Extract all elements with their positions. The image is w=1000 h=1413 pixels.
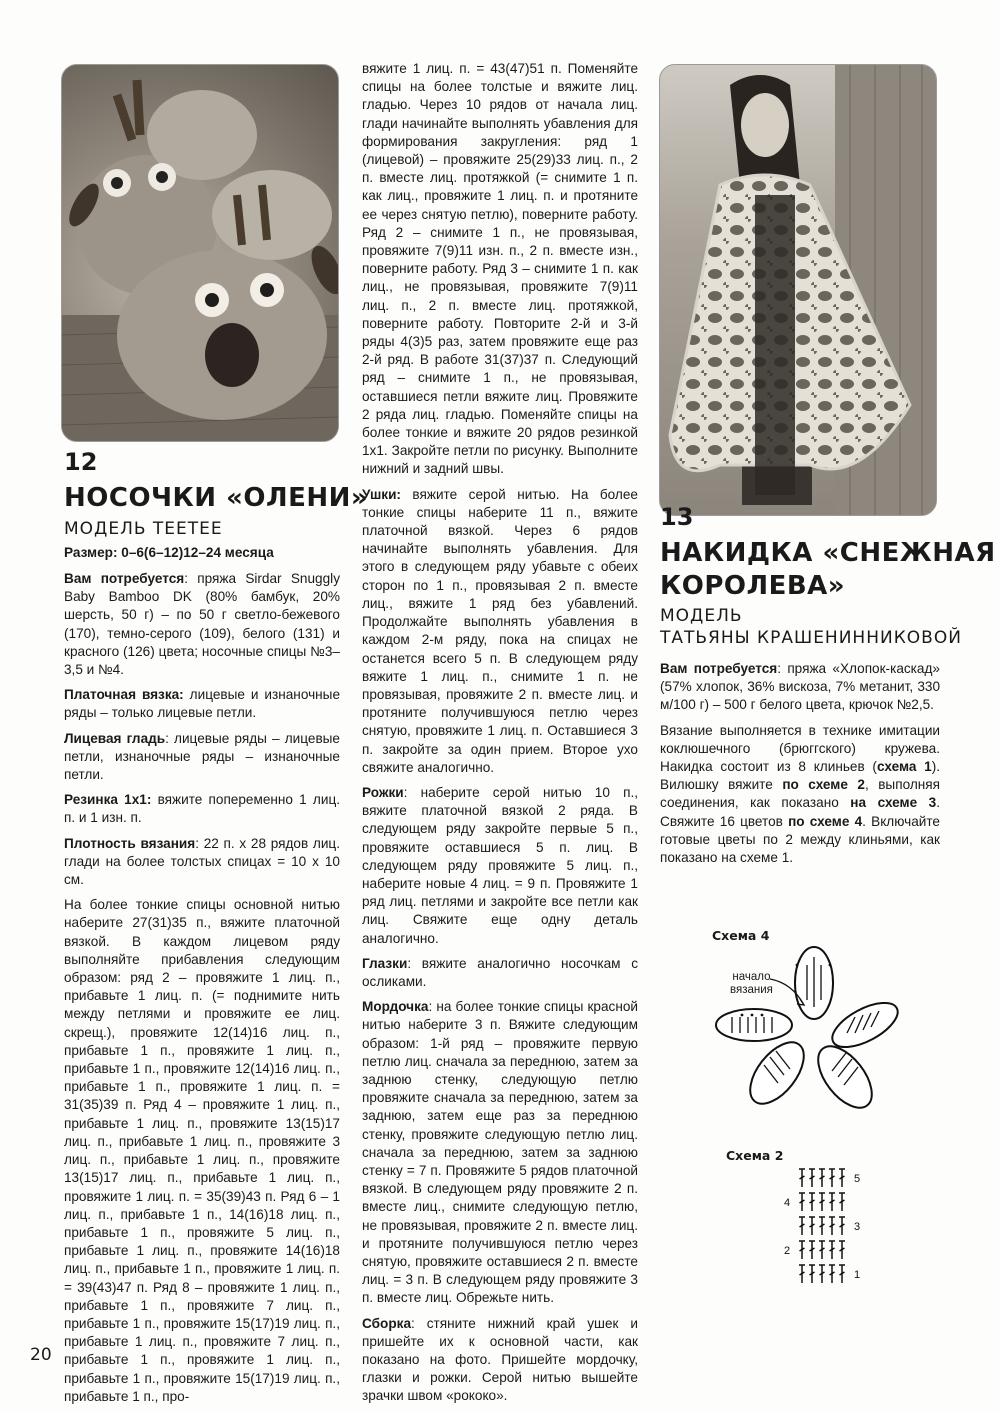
page-number: 20: [30, 1345, 52, 1365]
section-12-number: 12: [64, 448, 98, 476]
desc-part1: Вязание выполняется в технике имитации коклюшечного (брюггского) кружева. Накидка состоит из 8 клиньев (: [660, 722, 940, 775]
needs-paragraph: [64, 570, 340, 679]
assembly-text: : стяните нижний край ушек и пришейте их к основной части, как показано на фото. Пришейте мордочку, глазки и рожки. Серой нитью вышейте зрачки швом «рококо».: [362, 1315, 638, 1404]
eyes-label: Глазки: [362, 955, 408, 971]
deer-booties-illustration: [62, 65, 338, 441]
column-2: [362, 60, 638, 1413]
gauge-label: Плотность вязания: [64, 835, 196, 851]
petal-bottom-right: [808, 1037, 882, 1115]
rib-paragraph: [64, 791, 340, 827]
stockinette-paragraph: [64, 730, 340, 785]
scheme-4-label: Схема 4: [712, 928, 770, 943]
desc-part4: . Свяжите 16 цветов: [660, 795, 941, 829]
eyes-text: : вяжите аналогично носочкам с осликами.: [362, 955, 638, 989]
desc-part5: . Включайте готовые цветы по 2 между клиньями, как показано на схеме 1.: [660, 813, 940, 866]
column-1: [64, 570, 340, 1413]
desc-scheme4-ref: по схеме 4: [788, 813, 863, 829]
lace-cape-photo: [659, 64, 937, 516]
garter-paragraph: [64, 686, 340, 722]
needs-text: : пряжа Sirdar Snuggly Baby Bamboo DK (80% бамбук, 20% шерсть, 50 г) – по 50 г светло-бежевого (170), темно-серого (109), белого (131) и красного (126) цвета; носочные спицы №3–3,5 и №4.: [64, 571, 340, 678]
assembly-label: Сборка: [362, 1315, 412, 1331]
petal-bottom-left: [740, 1033, 814, 1113]
scheme-2-row-number: 2: [784, 1245, 791, 1257]
section-12-size: Размер: 0–6(6–12)12–24 месяца: [64, 545, 274, 560]
deer-booties-photo: [61, 64, 339, 442]
section-13-needs-label: Вам потребуется: [660, 661, 778, 676]
ears-text: вяжите серой нитью. На более тонкие спицы наберите 11 п., вяжите платочной вязкой. Через 6 рядов начинайте выполнять убавления. Для этого в следующем ряду убавьте с обеих сторон по 1 п., провязывая 2 п. вместе лиц., вяжите 1 ряд без убавлений. Продолжайте выполнять убавления в каждом 2-м ряду, пока на спицах не останется всего 5 п. В следующем ряду вяжите 1 лиц. п., снимите 1 п. не провязывая, провяжите 2 п. вместе лиц. и протяните получившуюся петлю через снятую, провяжите 1 лиц. п. Оставшиеся 3 п. закройте за один прием. Второе ухо свяжите аналогично.: [362, 486, 638, 775]
scheme-2-row-number: 4: [784, 1197, 791, 1209]
eyes-paragraph: [362, 955, 638, 991]
ears-paragraph: [362, 486, 638, 777]
scheme-2-row-number: 5: [854, 1173, 861, 1185]
stockinette-label: Лицевая гладь: [64, 730, 166, 746]
section-13-description: [660, 722, 940, 868]
section-13-title-line2: КОРОЛЕВА»: [660, 571, 846, 601]
section-13-needs-text: : пряжа «Хлопок-каскад» (57% хлопок, 36% вискоза, 7% метанит, 330 м/100 г) – 500 г белого цвета, крючок №2,5.: [660, 661, 940, 713]
section-13-model-line2: ТАТЬЯНЫ КРАШЕНИННИКОВОЙ: [660, 628, 962, 648]
horns-paragraph: [362, 784, 638, 948]
section-12-title: НОСОЧКИ «ОЛЕНИ»: [64, 483, 369, 513]
horns-label: Рожки: [362, 784, 404, 800]
scheme-2-diagram: [780, 1165, 870, 1295]
section-12-model: МОДЕЛЬ TEETEE: [64, 519, 223, 539]
gauge-text: : 22 п. х 28 рядов лиц. глади на более толстых спицах = 10 х 10 см.: [64, 835, 340, 888]
scheme-4-note-line1: начало: [732, 971, 771, 983]
section-13-model-line1: МОДЕЛЬ: [660, 606, 743, 626]
garter-text: лицевые и изнаночные ряды – только лицевые петли.: [64, 687, 340, 721]
section-13-needs-paragraph: [660, 660, 940, 715]
scheme-4-note-line2: вязания: [730, 984, 773, 996]
petal-left: [716, 1009, 792, 1041]
needs-label: Вам потребуется: [64, 571, 185, 586]
main-instructions-part1: На более тонкие спицы основной нитью наберите 27(31)35 п., вяжите платочной вязкой. В каждом лицевом ряду выполняйте прибавления следующим образом: ряд 2 – провяжите 1 лиц. п., прибавьте 1 лиц. п. (= поднимите нить между петлями и провяжите ее лиц. скрещ.), провяжите 12(14)16 лиц. п., прибавьте 1 п., провяжите 1 лиц. п., прибавьте 1 п., провяжите 12(14)16 лиц. п., прибавьте 1 п., провяжите 1 лиц. п. = 31(35)39 п. Ряд 4 – провяжите 1 лиц. п., прибавьте 1 лиц. п., провяжите 13(15)17 лиц. п., прибавьте 1 лиц. п., провяжите 3 лиц. п., прибавьте 1 лиц. п., провяжите 13(15)17 лиц. п., прибавьте 1 лиц. п., провяжите 1 лиц. п. = 35(39)43 п. Ряд 6 – 1 лиц. п., прибавьте 1 п., 14(16)18 лиц. п., прибавьте 1 п., провяжите 5 лиц. п., прибавьте 1 лиц. п., провяжите 14(16)18 лиц. п., прибавьте 1 п., провяжите 1 лиц. п. = 39(43)47 п. Ряд 8 – провяжите 1 лиц. п., прибавьте 1 п., провяжите 7 лиц. п., прибавьте 1 п., провяжите 15(17)19 лиц. п., прибавьте 1 лиц. п., провяжите 7 лиц. п., прибавьте 1 п., провяжите 1 лиц. п., прибавьте 1 п., провяжите 15(17)19 лиц. п., прибавьте 1 п., про-: [64, 897, 340, 1404]
desc-scheme3-ref: на схеме 3: [850, 795, 937, 811]
ears-label: Ушки:: [362, 486, 401, 502]
muzzle-label: Мордочка: [362, 999, 429, 1015]
section-13-title-line1: НАКИДКА «СНЕЖНАЯ: [660, 538, 996, 568]
scheme-2-row-number: 3: [854, 1221, 861, 1233]
garter-label: Платочная вязка:: [64, 687, 184, 703]
muzzle-text: : на более тонкие спицы красной нитью наберите 3 п. Вяжите следующим образом: 1-й ряд – провяжите первую петлю лиц. сначала за переднюю, затем за заднюю стенку, следующую петлю провяжите сначала за переднюю, затем за заднюю, затем еще раз за переднюю стенку, провяжите следующую петлю лиц. сначала за переднюю, затем за заднюю стенку = 7 п. Провяжите 5 рядов платочной вязкой. В следующем ряду провяжите 2 п. вместе лиц., снимите следующую петлю, не провязывая, провяжите 2 п. вместе лиц. и протяните получившуюся петлю через снятую, провяжите оставшиеся 2 п. вместе лиц. = 3 п. В следующем ряду провяжите 3 п. вместе лиц. Обрежьте нить.: [362, 999, 638, 1306]
desc-scheme2-ref: по схеме 2: [782, 777, 865, 793]
section-13-number: 13: [660, 503, 694, 531]
assembly-paragraph: [362, 1315, 638, 1406]
lace-cape-illustration: [660, 65, 936, 515]
scheme-2-row-number: 1: [854, 1269, 861, 1281]
desc-scheme1-ref: схема 1: [876, 759, 932, 775]
main-instructions-part2: вяжите 1 лиц. п. = 43(47)51 п. Поменяйте спицы на более толстые и вяжите лиц. гладью. Через 10 рядов от начала лиц. глади начинайте выполнять убавления для формирования закругления: ряд 1 (лицевой) – провяжите 25(29)33 лиц. п., 2 п. вместе лиц. протяжкой (= снимите 1 п. как лиц., провяжите 1 лиц. п. и протяните ее через снятую петлю), поверните работу. Ряд 2 – снимите 1 п., не провязывая, провяжите 7(9)11 изн. п., 2 п. вместе изн., поверните работу. Ряд 3 – снимите 1 п. как лиц., не провязывая, провяжите 7(9)11 лиц. п., 2 п. вместе лиц. протяжкой, поверните работу. Повторите 2-й и 3-й ряды 4(3)5 раз, затем провяжите еще раз 2-й ряд. В работе 31(37)37 п. Следующий ряд – снимите 1 п., не провязывая, оставшиеся петли вяжите лиц. Провяжите 2 ряда лиц. гладью. Поменяйте спицы на более тонкие и вяжите 20 рядов резинкой 1х1. Закройте петли по рисунку. Выполните нижний и задний швы.: [362, 61, 638, 477]
rib-text: вяжите попеременно 1 лиц. п. и 1 изн. п.: [64, 792, 341, 826]
gauge-paragraph: [64, 835, 340, 890]
desc-part3: , выполняя соединения, как показано: [660, 777, 940, 811]
horns-text: : наберите серой нитью 10 п., вяжите платочной вязкой 2 ряда. В следующем ряду закройте первые 5 п., провяжите оставшиеся 5 п. лиц. В следующем ряду провяжите 5 лиц. п., наберите новые 4 лиц. = 9 п. Провяжите 1 ряд лиц. петлями и закройте все петли как лиц. Свяжите еще одну деталь аналогично.: [362, 784, 638, 946]
scheme-2-label: Схема 2: [726, 1148, 784, 1163]
rib-label: Резинка 1х1:: [64, 792, 152, 808]
column-3: [660, 660, 940, 874]
scheme-4-start-note: [730, 971, 773, 997]
muzzle-paragraph: [362, 998, 638, 1307]
stockinette-text: : лицевые ряды – лицевые петли, изнаночные ряды – изнаночные петли.: [64, 730, 340, 783]
desc-part2: ). Вилюшку вяжите: [660, 759, 940, 793]
